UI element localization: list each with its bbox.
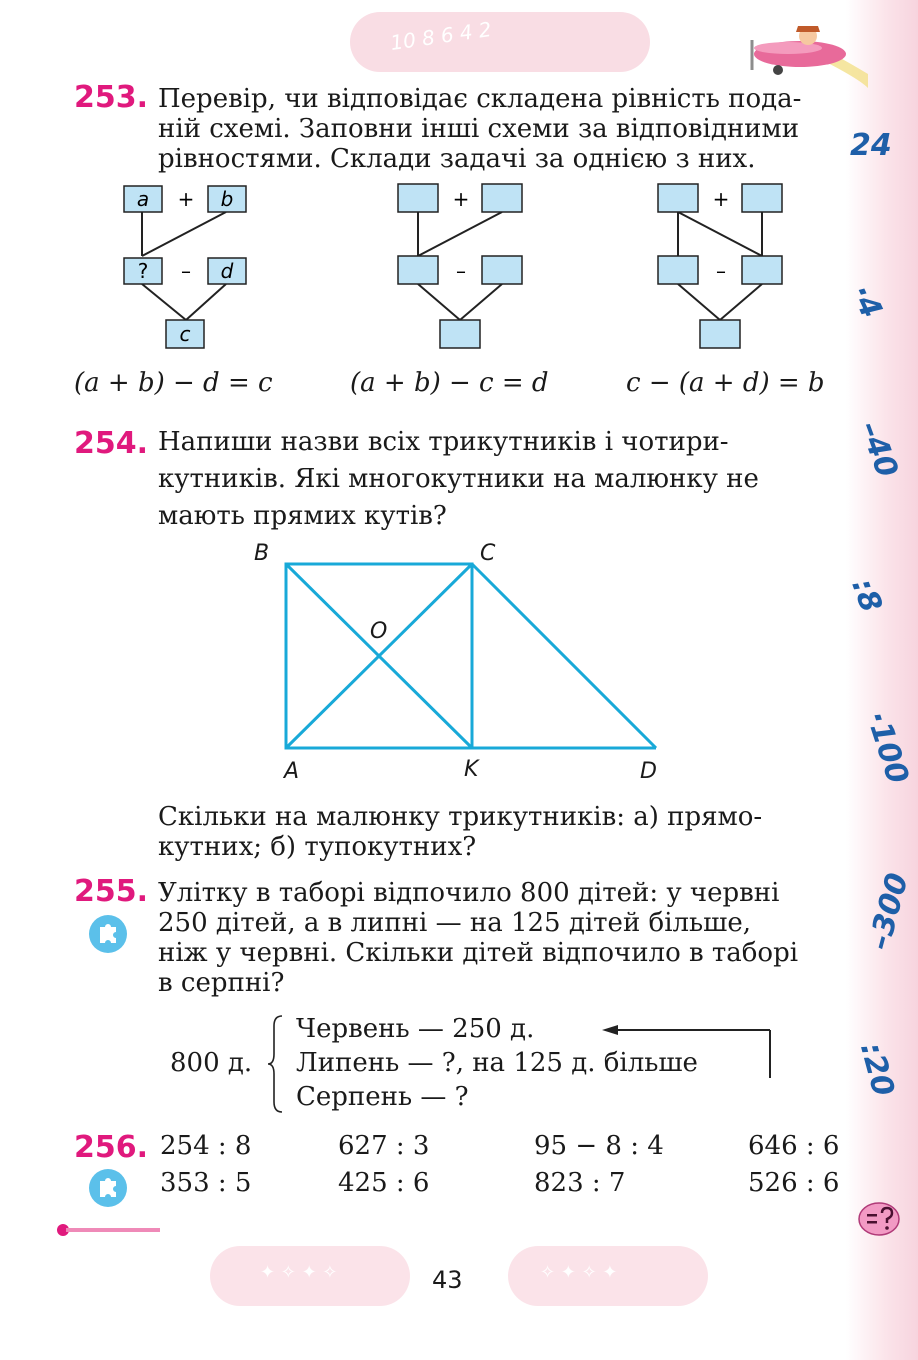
task-255-line-1: Улітку в таборі відпочило 800 дітей: у червні [158, 878, 780, 908]
scheme-1 [100, 178, 280, 358]
column-4 [748, 1128, 839, 1202]
column-2 [338, 1128, 429, 1202]
task-254-line-2: кутників. Які многокутники на малюнку не [158, 464, 759, 494]
scheme-2-plus: + [452, 187, 470, 211]
point-C: C [480, 541, 496, 566]
formula-1: (a + b) − d = c [74, 368, 273, 398]
task-255-line-2: 250 дітей, а в липні — на 125 дітей більше, [158, 908, 751, 938]
scheme-1-c: c [179, 322, 191, 346]
expr-1-2: 353 : 5 [160, 1168, 252, 1198]
point-D: D [640, 759, 657, 784]
short-note-july: Липень — ?, на 125 д. більше [296, 1048, 698, 1078]
puzzle-icon [88, 1168, 128, 1208]
scheme-1-b: b [220, 187, 234, 211]
airplane-icon [738, 18, 868, 88]
point-A: A [284, 759, 300, 784]
column-1 [160, 1128, 251, 1202]
page-number: 43 [432, 1266, 463, 1294]
expr-1-1: 254 : 8 [160, 1131, 252, 1161]
task-254-text [158, 424, 838, 535]
arrow-icon [600, 1022, 780, 1082]
formula-2: (a + b) − c = d [350, 368, 549, 398]
scheme-3-plus: + [712, 187, 730, 211]
stars-right: ✧ ✦ ✧ ✦ [540, 1262, 618, 1283]
scheme-3-minus: – [716, 259, 726, 283]
stars-left: ✦ ✧ ✦ ✧ [260, 1262, 338, 1283]
task-254-question [158, 802, 838, 862]
short-note-total: 800 д. [170, 1048, 253, 1078]
side-label-3: –40 [852, 416, 905, 483]
task-255-text [158, 878, 838, 998]
task-256-number: 256. [74, 1130, 149, 1165]
expr-3-1: 95 − 8 : 4 [534, 1131, 664, 1161]
task-253-line-1: Перевір, чи відповідає складена рівність пода- [158, 84, 802, 114]
scheme-1-q: ? [137, 259, 149, 283]
check-equal-icon [858, 1202, 900, 1236]
task-254-number: 254. [74, 426, 149, 461]
side-label-2: ·4 [843, 279, 889, 324]
brace-icon [266, 1014, 286, 1114]
task-255-line-3: ніж у червні. Скільки дітей відпочило в таборі [158, 938, 799, 968]
task-254-line-1: Напиши назви всіх трикутників і чотири- [158, 427, 729, 457]
task-255-line-4: в серпні? [158, 968, 285, 998]
task-254-line-3: мають прямих кутів? [158, 501, 447, 531]
task-253-line-3: рівностями. Склади задачі за однією з них. [158, 144, 756, 174]
geometry-figure [240, 536, 680, 786]
expr-3-2: 823 : 7 [534, 1168, 626, 1198]
expr-4-1: 646 : 6 [748, 1131, 840, 1161]
task-254-question-line-2: кутних; б) тупокутних? [158, 832, 477, 862]
scheme-1-minus: – [181, 259, 191, 283]
expr-4-2: 526 : 6 [748, 1168, 840, 1198]
scheme-3 [634, 178, 814, 358]
task-253-text [158, 84, 838, 174]
puzzle-icon [88, 914, 128, 954]
column-3 [534, 1128, 664, 1202]
scheme-2-minus: – [456, 259, 466, 283]
task-255-number: 255. [74, 874, 149, 909]
formula-3: c − (a + d) = b [626, 368, 825, 398]
task-253-number: 253. [74, 80, 149, 115]
task-254-question-line-1: Скільки на малюнку трикутників: а) прямо- [158, 802, 763, 832]
scheme-2 [374, 178, 554, 358]
scheme-1-plus: + [177, 187, 195, 211]
side-label-6: –300 [861, 869, 916, 954]
point-B: B [254, 541, 270, 566]
scheme-1-a: a [136, 187, 150, 211]
side-label-7: :20 [853, 1039, 901, 1100]
side-label-4: :8 [844, 574, 889, 617]
point-K: K [464, 757, 479, 782]
expr-2-1: 627 : 3 [338, 1131, 430, 1161]
side-band [846, 0, 918, 1360]
expr-2-2: 425 : 6 [338, 1168, 430, 1198]
short-note-august: Серпень — ? [296, 1082, 469, 1112]
task-253-line-2: ній схемі. Заповни інші схеми за відповідними [158, 114, 800, 144]
pink-pointer-line [56, 1224, 160, 1236]
short-note-june: Червень — 250 д. [296, 1014, 535, 1044]
point-O: O [370, 619, 388, 644]
scheme-1-d: d [220, 259, 234, 283]
side-label-1: 24 [850, 128, 892, 163]
cloud-numbers: 10 8 6 4 2 [388, 17, 493, 55]
side-label-5: ·100 [858, 706, 916, 789]
